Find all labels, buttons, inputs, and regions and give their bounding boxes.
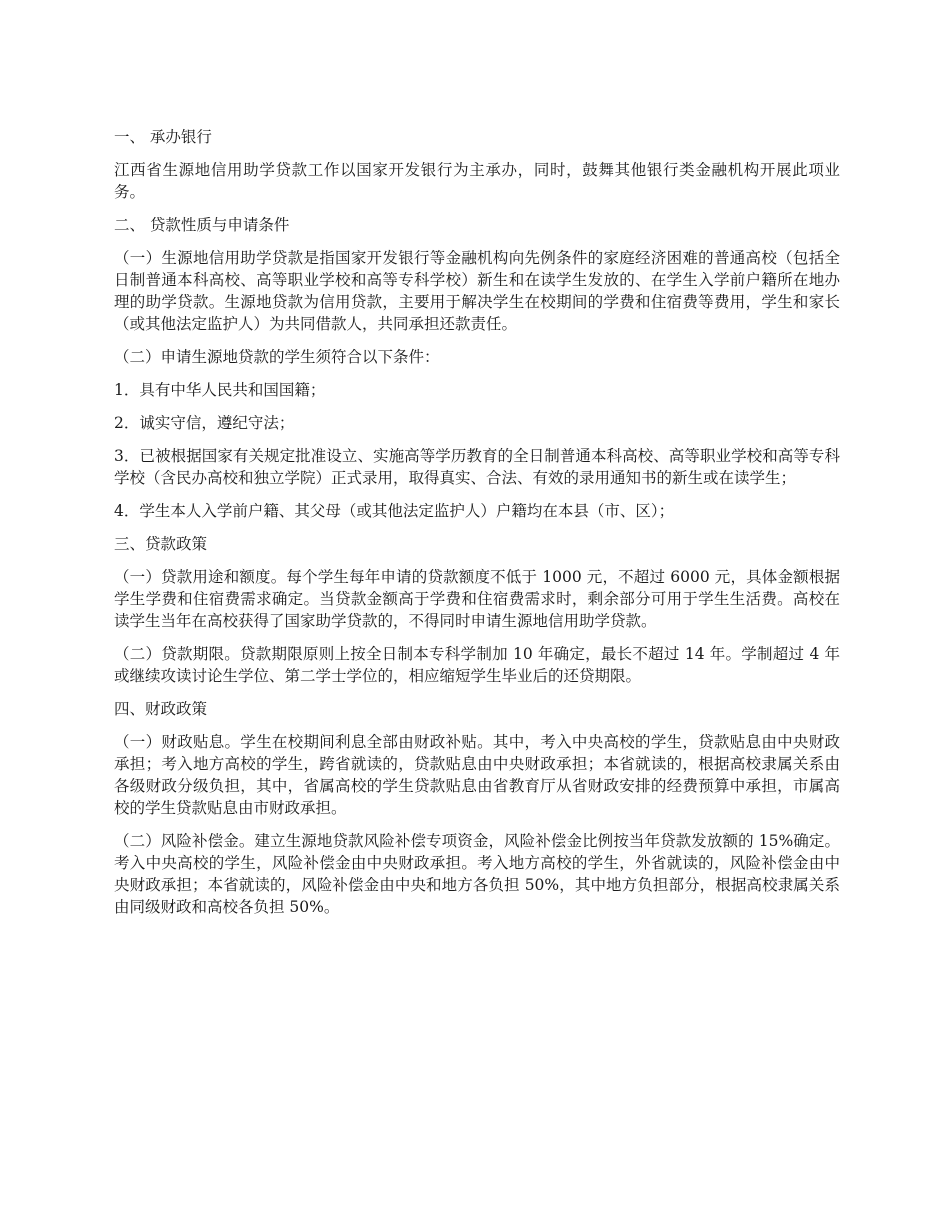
paragraph: （二）贷款期限。贷款期限原则上按全日制本专科学制加 10 年确定，最长不超过 14 年。学制超过 4 年或继续攻读讨论生学位、第二学士学位的，相应缩短学生毕业后的还贷期限。 xyxy=(114,645,840,685)
list-item: 3．已被根据国家有关规定批准设立、实施高等学历教育的全日制普通本科高校、高等职业学校和高等专科学校（含民办高校和独立学院）正式录用，取得真实、合法、有效的录用通知书的新生或在读学生； xyxy=(114,447,840,487)
list-item: 4．学生本人入学前户籍、其父母（或其他法定监护人）户籍均在本县（市、区）； xyxy=(114,502,675,520)
paragraph: （一）财政贴息。学生在校期间利息全部由财政补贴。其中，考入中央高校的学生，贷款贴息由中央财政承担；考入地方高校的学生，跨省就读的，贷款贴息由中央财政承担；本省就读的，根据高校隶属关系由各级财政分级负担，其中，省属高校的学生贷款贴息由省教育厅从省财政安排的经费预算中承担，市属高校的学生贷款贴息由市财政承担。 xyxy=(114,733,840,817)
section-heading-2: 二、 贷款性质与申请条件 xyxy=(114,216,290,234)
paragraph: （二）风险补偿金。建立生源地贷款风险补偿专项资金，风险补偿金比例按当年贷款发放额的 15%确定。考入中央高校的学生，风险补偿金由中央财政承担。考入地方高校的学生，外省就读的，风险补偿金由中央财政承担；本省就读的，风险补偿金由中央和地方各负担 50%，其中地方负担部分，根据高校隶属关系由同级财政和高校各负担 50%。 xyxy=(114,832,840,916)
paragraph: （一）生源地信用助学贷款是指国家开发银行等金融机构向先例条件的家庭经济困难的普通高校（包括全日制普通本科高校、高等职业学校和高等专科学校）新生和在读学生发放的、在学生入学前户籍所在地办理的助学贷款。生源地贷款为信用贷款，主要用于解决学生在校期间的学费和住宿费等费用，学生和家长（或其他法定监护人）为共同借款人，共同承担还款责任。 xyxy=(114,249,840,333)
paragraph: （二）申请生源地贷款的学生须符合以下条件： xyxy=(114,348,440,366)
list-item: 2．诚实守信，遵纪守法； xyxy=(114,414,295,432)
paragraph: 江西省生源地信用助学贷款工作以国家开发银行为主承办，同时，鼓舞其他银行类金融机构开展此项业务。 xyxy=(114,161,840,201)
list-item: 1．具有中华人民共和国国籍； xyxy=(114,381,326,399)
section-heading-4: 四、财政政策 xyxy=(114,700,208,718)
section-heading-1: 一、 承办银行 xyxy=(114,128,212,146)
section-heading-3: 三、贷款政策 xyxy=(114,535,208,553)
document-page xyxy=(114,126,840,929)
paragraph: （一）贷款用途和额度。每个学生每年申请的贷款额度不低于 1000 元，不超过 6000 元，具体金额根据学生学费和住宿费需求确定。当贷款金额高于学费和住宿费需求时，剩余部分可用于学生生活费。高校在读学生当年在高校获得了国家助学贷款的，不得同时申请生源地信用助学贷款。 xyxy=(114,568,840,630)
